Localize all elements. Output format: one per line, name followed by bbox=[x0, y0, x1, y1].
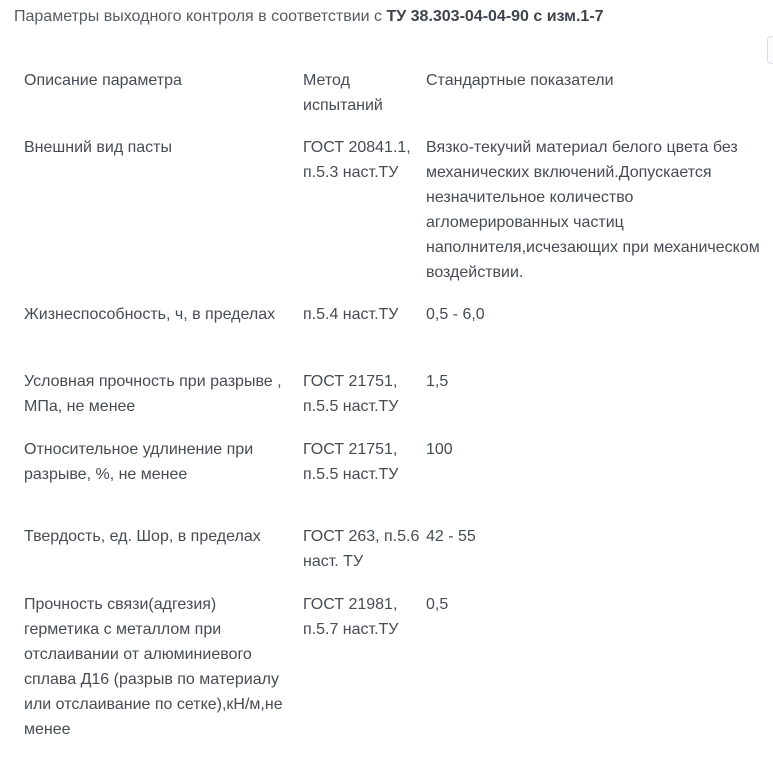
title-prefix: Параметры выходного контроля в соответствии с bbox=[14, 8, 387, 25]
row-3-method: ГОСТ 21751, п.5.5 наст.ТУ bbox=[303, 373, 399, 415]
scroll-handle[interactable] bbox=[767, 36, 773, 64]
row-4-value: 100 bbox=[426, 441, 453, 458]
header-method: Метод испытаний bbox=[303, 72, 383, 114]
row-2-method: п.5.4 наст.ТУ bbox=[303, 306, 399, 323]
row-5-value: 42 - 55 bbox=[426, 528, 476, 545]
row-5-method: ГОСТ 263, п.5.6 наст. ТУ bbox=[303, 528, 420, 570]
row-6-value: 0,5 bbox=[426, 596, 449, 613]
row-6-method: ГОСТ 21981, п.5.7 наст.ТУ bbox=[303, 596, 399, 638]
row-5-parameter: Твердость, ед. Шор, в пределах bbox=[24, 528, 261, 545]
page-title bbox=[14, 7, 604, 27]
row-6-parameter: Прочность связи(адгезия) герметика с металлом при отслаивании от алюминиевого сплава Д16 (разрыв по материалу или отслаивание по сетке),кН/м,не менее bbox=[24, 596, 283, 738]
header-parameter: Описание параметра bbox=[24, 72, 182, 89]
row-1-parameter: Внешний вид пасты bbox=[24, 139, 173, 156]
row-2-value: 0,5 - 6,0 bbox=[426, 306, 485, 323]
standard-reference: ТУ 38.303-04-04-90 с изм.1-7 bbox=[386, 8, 604, 25]
row-2-parameter: Жизнеспособность, ч, в пределах bbox=[24, 306, 276, 323]
row-4-parameter: Относительное удлинение при разрыве, %, не менее bbox=[24, 441, 254, 483]
row-1-value: Вязко-текучий материал белого цвета без механических включений.Допускается незначительное количество агломерированных частиц наполнителя,исчезающих при механическом воздействии. bbox=[426, 139, 760, 281]
row-3-value: 1,5 bbox=[426, 373, 449, 390]
row-1-method: ГОСТ 20841.1, п.5.3 наст.ТУ bbox=[303, 139, 411, 181]
row-3-parameter: Условная прочность при разрыве , МПа, не менее bbox=[24, 373, 282, 415]
row-4-method: ГОСТ 21751, п.5.5 наст.ТУ bbox=[303, 441, 399, 483]
header-standard: Стандартные показатели bbox=[426, 72, 614, 89]
